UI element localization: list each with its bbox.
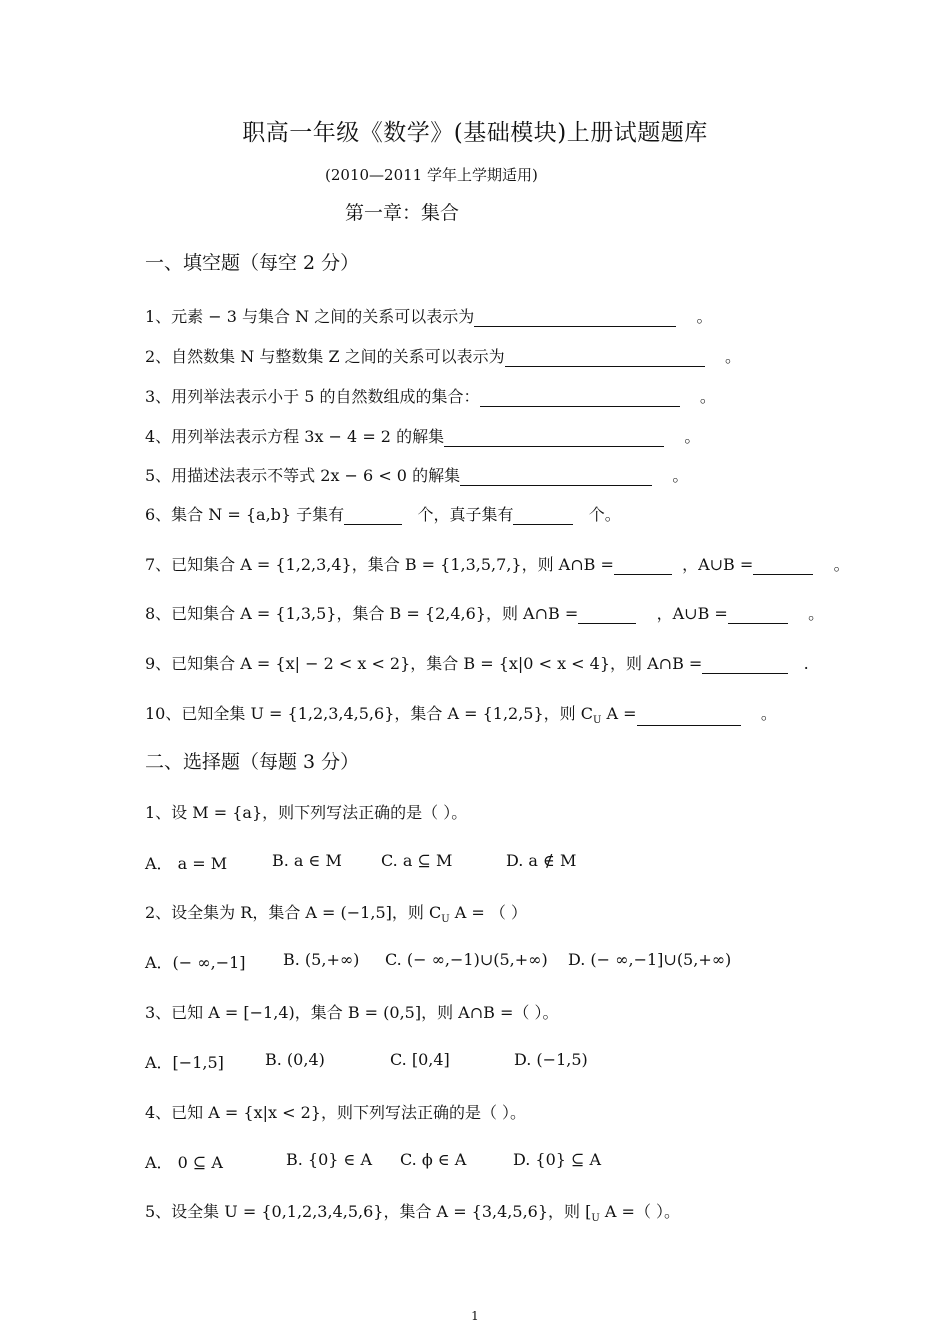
choice-1-option-b[interactable]: B. a ∈ M	[272, 851, 342, 870]
answer-blank[interactable]	[505, 349, 705, 367]
choice-question-1: 1、设 M = {a}，则下列写法正确的是（ ）。	[145, 803, 468, 822]
answer-blank[interactable]	[614, 557, 672, 575]
choice-1-option-a[interactable]: A． a = M	[145, 854, 228, 873]
answer-blank[interactable]	[578, 606, 636, 624]
choice-1-option-c[interactable]: C. a ⊆ M	[381, 851, 453, 870]
fill-question-3: 3、用列举法表示小于 5 的自然数组成的集合： 。	[145, 387, 716, 406]
answer-blank[interactable]	[460, 468, 652, 486]
choice-3-option-a[interactable]: A．[−1,5]	[145, 1053, 224, 1072]
fill-question-6: 6、集合 N = {a,b} 子集有 个，真子集有 个。	[145, 505, 621, 524]
choice-2-option-b[interactable]: B. (5,+∞)	[283, 950, 360, 969]
choice-question-4: 4、已知 A = {x|x < 2}，则下列写法正确的是（ ）。	[145, 1103, 527, 1122]
section-fill-in-heading: 一、填空题（每空 2 分）	[145, 252, 360, 274]
choice-4-option-d[interactable]: D. {0} ⊆ A	[513, 1150, 602, 1169]
choice-1-option-d[interactable]: D. a ∉ M	[506, 851, 577, 870]
fill-question-10: 10、已知全集 U = {1,2,3,4,5,6}，集合 A = {1,2,5}，则 $C_U$ A = 。	[145, 704, 777, 727]
choice-3-option-c[interactable]: C. [0,4]	[390, 1050, 450, 1069]
fill-question-2: 2、自然数集 N 与整数集 Z 之间的关系可以表示为 。	[145, 347, 742, 366]
answer-blank[interactable]	[637, 708, 741, 726]
fill-question-9: 9、已知集合 A = {x| − 2 < x < 2}，集合 B = {x|0 < x < 4}，则 A∩B = .	[145, 654, 809, 673]
fill-question-1: 1、元素 − 3 与集合 N 之间的关系可以表示为 。	[145, 307, 713, 326]
answer-blank[interactable]	[753, 557, 813, 575]
section-choice-heading: 二、选择题（每题 3 分）	[145, 751, 360, 773]
choice-question-2: 2、设全集为 R，集合 A = (−1,5]，则 $C_U$ A = （ ）	[145, 903, 527, 926]
answer-blank[interactable]	[702, 656, 788, 674]
choice-4-option-c[interactable]: C. ϕ ∈ A	[400, 1150, 467, 1169]
choice-4-option-a[interactable]: A． 0 ⊆ A	[145, 1153, 223, 1172]
choice-4-option-b[interactable]: B. {0} ∈ A	[286, 1150, 373, 1169]
choice-3-option-d[interactable]: D. (−1,5)	[514, 1050, 588, 1069]
answer-blank[interactable]	[344, 507, 402, 525]
chapter-heading: 第一章：集合	[345, 202, 460, 224]
answer-blank[interactable]	[513, 507, 573, 525]
answer-blank[interactable]	[474, 309, 676, 327]
fill-question-7: 7、已知集合 A = {1,2,3,4}，集合 B = {1,3,5,7,}，则 A∩B = ，A∪B = 。	[145, 555, 850, 574]
document-title: 职高一年级《数学》(基础模块)上册试题题库	[242, 120, 708, 146]
choice-2-option-a[interactable]: A．(− ∞,−1]	[145, 953, 246, 972]
fill-question-4: 4、用列举法表示方程 3x − 4 = 2 的解集 。	[145, 427, 701, 446]
choice-3-option-b[interactable]: B. (0,4)	[265, 1050, 325, 1069]
fill-question-8: 8、已知集合 A = {1,3,5}，集合 B = {2,4,6}，则 A∩B = ，A∪B = 。	[145, 604, 825, 623]
answer-blank[interactable]	[480, 389, 680, 407]
choice-question-5: 5、设全集 U = {0,1,2,3,4,5,6}，集合 A = {3,4,5,6}，则 [$_U$ A =（ ）。	[145, 1202, 681, 1225]
choice-2-option-d[interactable]: D. (− ∞,−1]∪(5,+∞)	[568, 950, 732, 969]
document-subtitle: (2010—2011 学年上学期适用)	[325, 166, 538, 184]
answer-blank[interactable]	[728, 606, 788, 624]
choice-question-3: 3、已知 A = [−1,4)，集合 B = (0,5]，则 A∩B =（ ）。	[145, 1003, 559, 1022]
fill-question-5: 5、用描述法表示不等式 2x − 6 < 0 的解集 。	[145, 466, 689, 485]
page-number: 1	[471, 1309, 479, 1323]
choice-2-option-c[interactable]: C. (− ∞,−1)∪(5,+∞)	[385, 950, 548, 969]
answer-blank[interactable]	[444, 429, 664, 447]
